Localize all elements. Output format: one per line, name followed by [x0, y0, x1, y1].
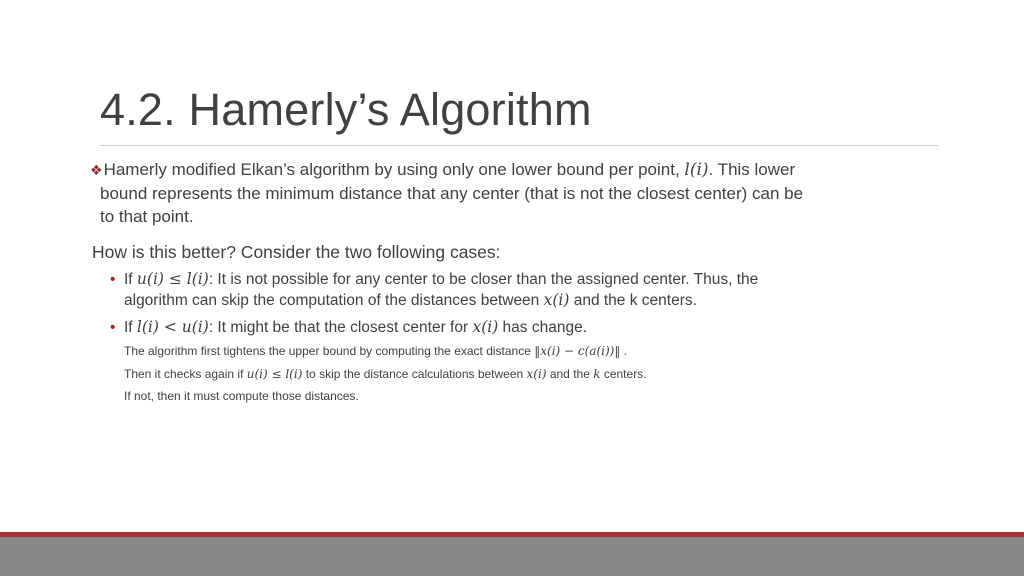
intro-text-a: Hamerly modified Elkan’s algorithm by using only one lower bound per point,: [103, 160, 685, 179]
detail-2-text-b: to skip the distance calculations between: [302, 367, 527, 381]
intro-line-2: bound represents the minimum distance that any center (that is not the closest center) can be: [100, 184, 804, 203]
case-bullet-1: [110, 269, 890, 311]
title-divider: [100, 145, 938, 146]
intro-text-b: . This lower: [708, 160, 796, 179]
case-2-text-b: has change.: [498, 319, 588, 336]
detail-1-text-a: The algorithm first tightens the upper bound by computing the exact distance: [124, 344, 535, 358]
detail-line-3: If not, then it must compute those distances.: [124, 389, 359, 403]
detail-line-2: [124, 367, 647, 381]
bullet-dot-icon: •: [110, 319, 116, 336]
case-2-text-a: : It might be that the closest center for: [208, 319, 473, 336]
intro-math: l(i): [684, 160, 709, 180]
intro-paragraph: [90, 158, 930, 228]
diamond-bullet-icon: ❖: [90, 162, 103, 178]
case-1-line-2: [110, 290, 890, 311]
slide-title: 4.2. Hamerly’s Algorithm: [100, 84, 592, 135]
case-1-prefix: If: [124, 271, 137, 288]
detail-2-math: u(i) ≤ l(i): [246, 367, 303, 381]
question-text: How is this better? Consider the two following cases:: [92, 242, 501, 262]
intro-line-3: to that point.: [100, 207, 194, 226]
detail-2-math-b: x(i): [526, 367, 547, 381]
case-2-prefix: If: [124, 319, 137, 336]
detail-2-text-a: Then it checks again if: [124, 367, 247, 381]
case-1-line-2-math: x(i): [543, 291, 570, 309]
detail-1-text-b: .: [620, 344, 628, 358]
detail-line-1: [124, 344, 627, 358]
detail-2-k: k: [593, 367, 601, 381]
case-bullet-2: [110, 317, 890, 338]
detail-1-math: ‖x(i) − c(a(i))‖: [534, 344, 621, 358]
case-1-line-2-a: algorithm can skip the computation of the distances between: [124, 292, 544, 309]
bullet-dot-icon: •: [110, 271, 116, 288]
case-1-line-2-b: and the k centers.: [569, 292, 697, 309]
detail-2-text-c: and the: [546, 367, 594, 381]
case-2-math-b: x(i): [472, 318, 499, 336]
detail-2-text-d: centers.: [600, 367, 647, 381]
case-1-text: : It is not possible for any center to be closer than the assigned center. Thus, the: [208, 271, 759, 288]
footer-bar: [0, 537, 1024, 576]
intro-line-1: [90, 158, 930, 182]
case-1-math: u(i) ≤ l(i): [136, 270, 209, 288]
case-2-math: l(i) < u(i): [136, 318, 209, 336]
